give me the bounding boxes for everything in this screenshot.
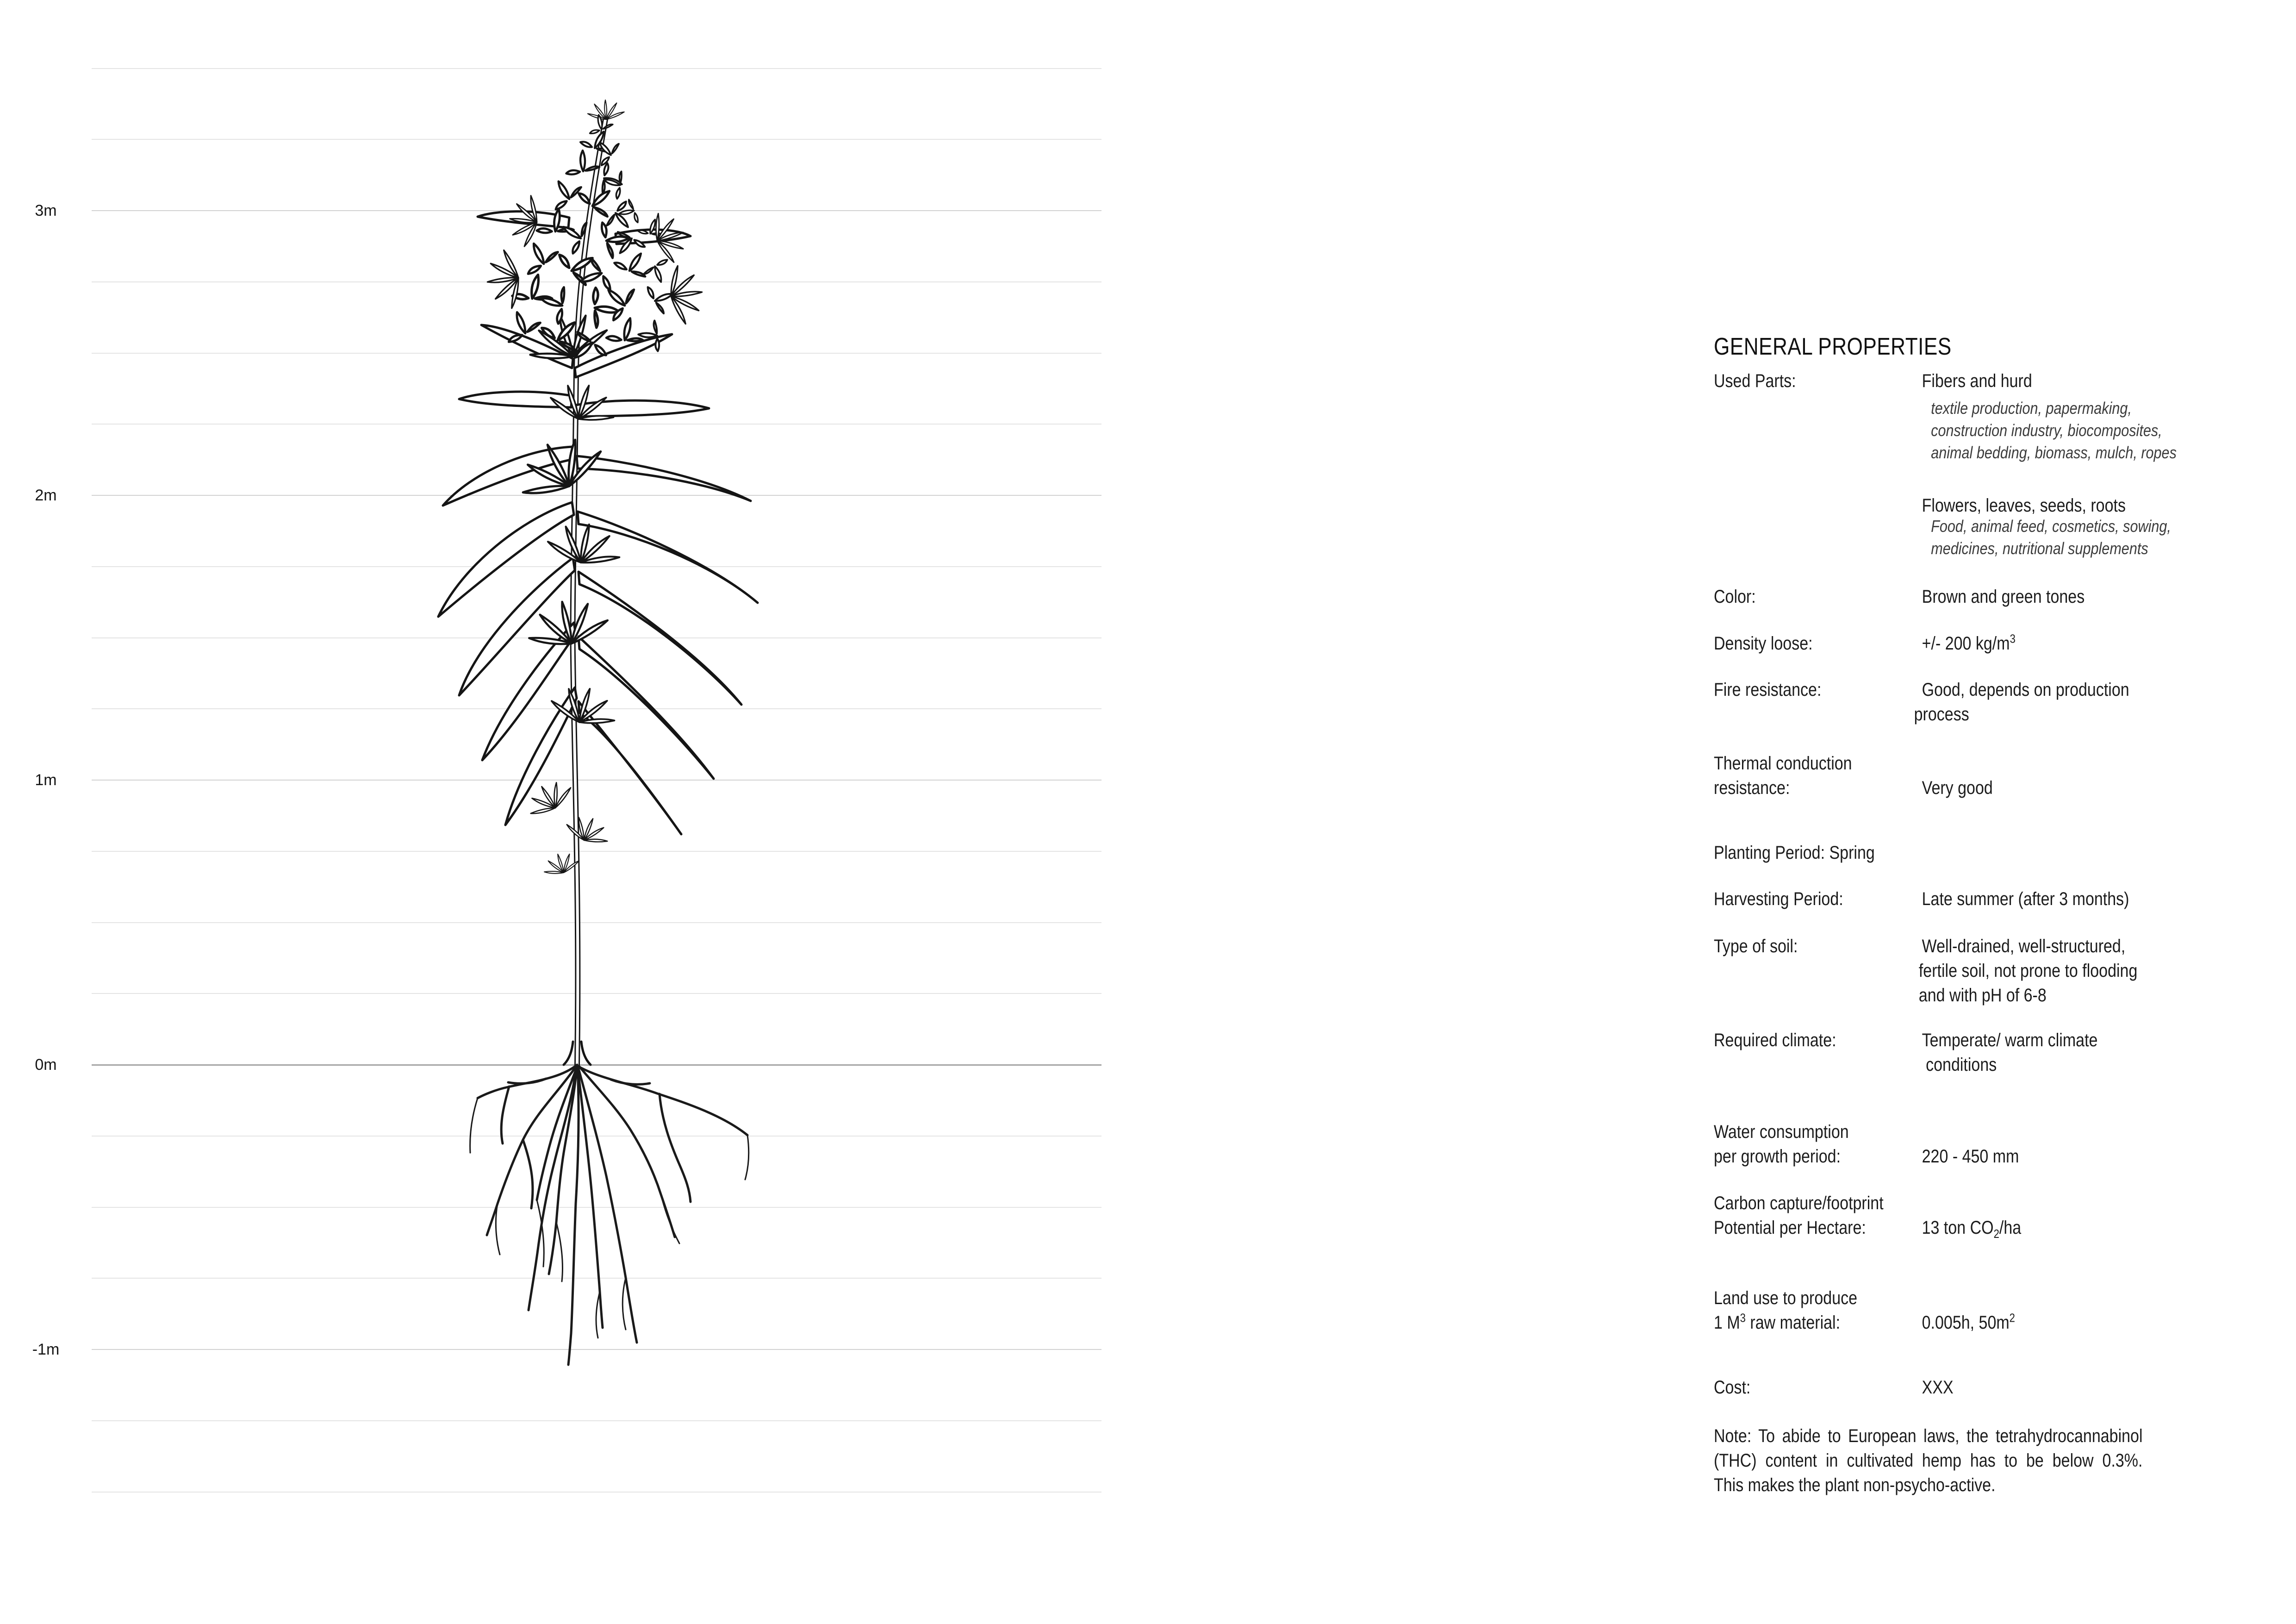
- thc-note: [1714, 1424, 2143, 1498]
- fire-value: [1914, 678, 2129, 727]
- land-use-value-sup: 2: [2009, 1311, 2015, 1325]
- uses-1-line-3: animal bedding, biomass, mulch, ropes: [1931, 443, 2177, 462]
- carbon-value-sub: 2: [1993, 1227, 1999, 1241]
- cost-value: XXX: [1922, 1377, 1954, 1398]
- density-value: [1922, 631, 2016, 656]
- density-label: Density loose:: [1714, 633, 1813, 654]
- plant-flower-head: [485, 100, 705, 369]
- note-line-1: Note: To abide to European laws, the tetrahydrocannabinol: [1714, 1426, 2143, 1446]
- color-value: Brown and green tones: [1922, 587, 2085, 607]
- climate-label: Required climate:: [1714, 1030, 1836, 1050]
- climate-value-line-1: Temperate/ warm climate: [1922, 1030, 2098, 1050]
- harvesting-value: Late summer (after 3 months): [1922, 889, 2129, 909]
- water-value: 220 - 450 mm: [1922, 1146, 2019, 1167]
- harvesting-label: Harvesting Period:: [1714, 889, 1843, 909]
- soil-value-line-2: fertile soil, not prone to flooding: [1918, 961, 2138, 981]
- note-line-3: This makes the plant non-psycho-active.: [1714, 1475, 1996, 1495]
- density-value-text: +/- 200 kg/m: [1922, 633, 2010, 654]
- uses-1-line-2: construction industry, biocomposites,: [1931, 421, 2162, 440]
- used-parts-label: Used Parts:: [1714, 371, 1796, 391]
- uses-2-line-1: Food, animal feed, cosmetics, sowing,: [1931, 517, 2171, 536]
- climate-value-line-2: conditions: [1926, 1055, 1997, 1075]
- soil-value-line-1: Well-drained, well-structured,: [1922, 936, 2126, 956]
- thermal-label: [1714, 751, 1852, 800]
- used-parts-value-2: Flowers, leaves, seeds, roots: [1922, 495, 2126, 516]
- land-use-label-line-1: Land use to produce: [1714, 1288, 1858, 1308]
- land-use-value-text: 0.005h, 50m: [1922, 1312, 2010, 1333]
- soil-label: Type of soil:: [1714, 936, 1798, 956]
- land-use-label: [1714, 1286, 1857, 1335]
- used-parts-uses-1: [1931, 397, 2177, 464]
- axis-tick-3m: 3m: [35, 202, 57, 219]
- carbon-value-text: 13 ton CO: [1922, 1218, 1994, 1238]
- climate-value: [1922, 1028, 2098, 1077]
- axis-tick-minus1m: -1m: [32, 1341, 60, 1358]
- water-label: [1714, 1120, 1849, 1169]
- density-value-sup: 3: [2010, 631, 2016, 646]
- soil-value-line-3: and with pH of 6-8: [1918, 985, 2047, 1006]
- cost-label: Cost:: [1714, 1377, 1751, 1398]
- axis-tick-1m: 1m: [35, 771, 57, 789]
- water-label-line-2: per growth period:: [1714, 1146, 1841, 1167]
- carbon-value: [1922, 1216, 2022, 1240]
- carbon-label: [1714, 1191, 1884, 1240]
- general-properties-panel: [1714, 324, 2177, 1574]
- axis-tick-0m: 0m: [35, 1056, 57, 1074]
- planting-text: Planting Period: Spring: [1714, 843, 1875, 863]
- plant-leaves: [438, 212, 758, 879]
- carbon-label-line-1: Carbon capture/footprint: [1714, 1193, 1884, 1213]
- soil-value: [1918, 934, 2138, 1008]
- thermal-label-line-2: resistance:: [1714, 778, 1790, 798]
- fire-label: Fire resistance:: [1714, 680, 1822, 700]
- thermal-value: Very good: [1922, 778, 1993, 798]
- uses-2-line-2: medicines, nutritional supplements: [1931, 539, 2148, 558]
- water-label-line-1: Water consumption: [1714, 1122, 1849, 1142]
- carbon-label-line-2: Potential per Hectare:: [1714, 1218, 1866, 1238]
- land-use-value: [1922, 1311, 2015, 1335]
- plant-roots: [470, 1065, 749, 1365]
- used-parts-uses-2: [1931, 515, 2171, 560]
- panel-heading: GENERAL PROPERTIES: [1714, 333, 1952, 360]
- fire-value-line-1: Good, depends on production: [1922, 680, 2129, 700]
- thermal-label-line-1: Thermal conduction: [1714, 753, 1852, 774]
- note-line-2: (THC) content in cultivated hemp has to be below 0.3%.: [1714, 1450, 2143, 1471]
- used-parts-value-1: Fibers and hurd: [1922, 371, 2032, 391]
- uses-1-line-1: textile production, papermaking,: [1931, 399, 2132, 418]
- fire-value-line-2: process: [1914, 704, 1969, 725]
- color-label: Color:: [1714, 587, 1756, 607]
- axis-tick-2m: 2m: [35, 487, 57, 504]
- carbon-value-unit: /ha: [1999, 1218, 2022, 1238]
- land-use-label-line-2: 1 $M^3$ raw material:: [1714, 1311, 1841, 1333]
